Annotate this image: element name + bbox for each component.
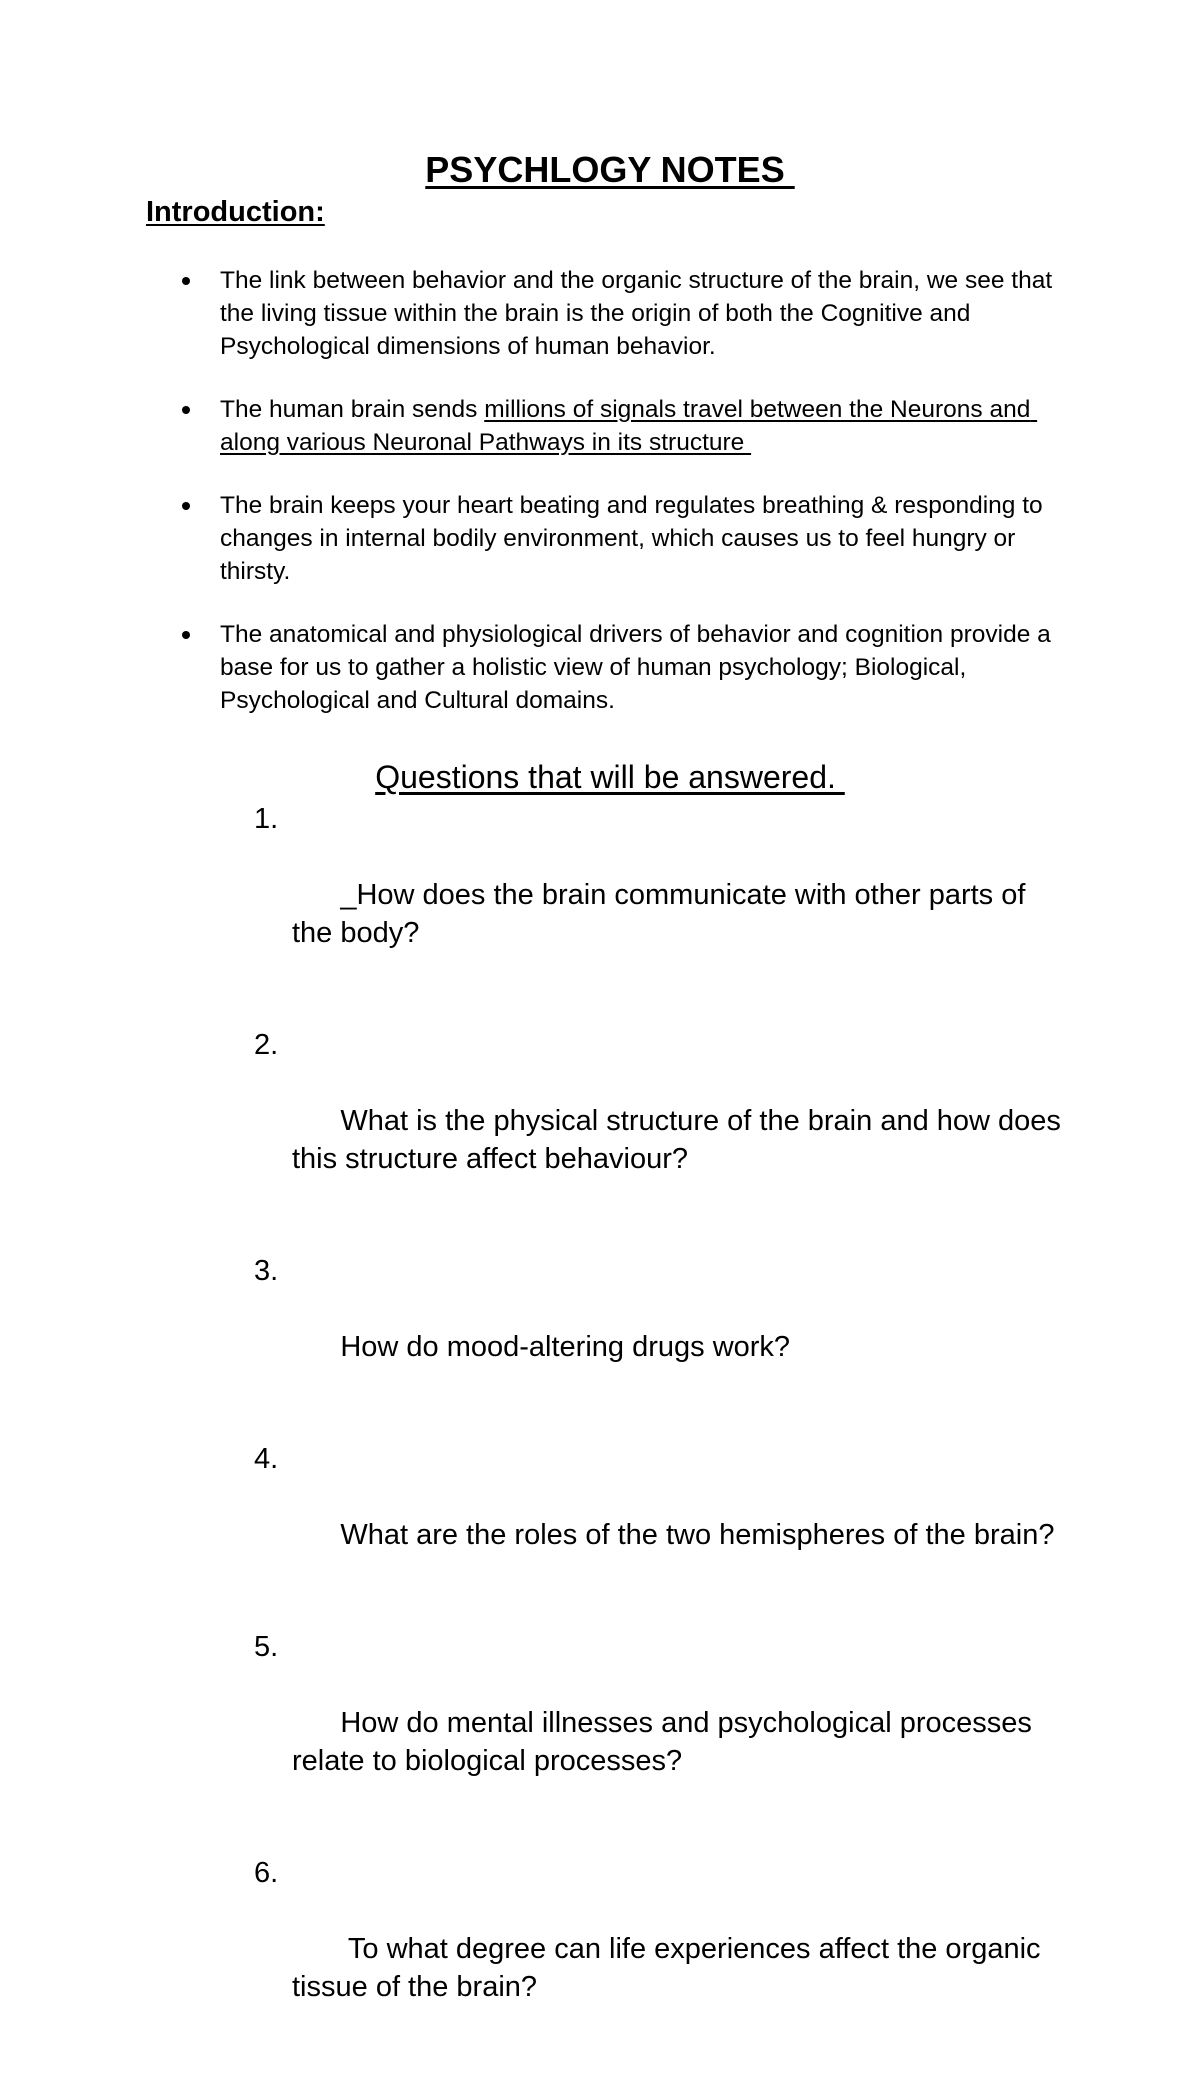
question-number: 5.	[254, 1631, 279, 1663]
question-number: 6.	[254, 1857, 279, 1889]
question-text: What is the physical structure of the brain and how does this structure affect behaviour?	[292, 1105, 1069, 1175]
bullet-dot-icon	[182, 277, 190, 285]
question-text: How do mental illnesses and psychological processes relate to biological processes?	[292, 1707, 1040, 1777]
question-item	[0, 800, 1072, 990]
bullet-item	[0, 618, 1090, 717]
question-item	[0, 1440, 1072, 1592]
question-number: 4.	[254, 1443, 279, 1475]
bullet-text: The human brain sends	[220, 396, 485, 423]
bullet-dot-icon	[182, 406, 190, 414]
question-text: How do mood-altering drugs work?	[340, 1331, 791, 1363]
page-title: PSYCHLOGY NOTES	[425, 149, 795, 190]
bullet-dot-icon	[182, 502, 190, 510]
question-number: 3.	[254, 1255, 279, 1287]
bullet-text: The link between behavior and the organic structure of the brain, we see that the living tissue within the brain is the origin of both the Cognitive and Psychological dimensions of human behavior.	[220, 267, 1053, 360]
question-item	[0, 1252, 1072, 1404]
question-text: _How does the brain communicate with other parts of the body?	[292, 879, 1034, 949]
question-text: What are the roles of the two hemispheres of the brain?	[340, 1519, 1055, 1551]
intro-heading: Introduction:	[146, 196, 325, 228]
bullet-item	[0, 264, 1090, 363]
question-number: 1.	[254, 803, 279, 835]
question-number: 2.	[254, 1029, 279, 1061]
bullet-text: The brain keeps your heart beating and regulates breathing & responding to changes in internal bodily environment, which causes us to feel hungry or thirsty.	[220, 492, 1043, 585]
question-item	[0, 1026, 1072, 1216]
bullet-dot-icon	[182, 631, 190, 639]
question-text: To what degree can life experiences affect the organic tissue of the brain?	[292, 1933, 1049, 2003]
bullet-item	[0, 489, 1090, 588]
question-item	[0, 1628, 1072, 1818]
bullet-text: The anatomical and physiological drivers of behavior and cognition provide a base for us to gather a holistic view of human psychology; Biological, Psychological and Cultural domains.	[220, 621, 1051, 714]
questions-list	[0, 800, 1200, 2080]
questions-heading: Questions that will be answered.	[375, 759, 845, 795]
bullet-underlined-text: millions of signals travel between the Neurons and along various Neuronal Pathways in its structure	[220, 396, 1038, 456]
question-item	[0, 1854, 1072, 2044]
intro-bullet-list	[0, 264, 1200, 747]
bullet-item	[0, 393, 1090, 459]
